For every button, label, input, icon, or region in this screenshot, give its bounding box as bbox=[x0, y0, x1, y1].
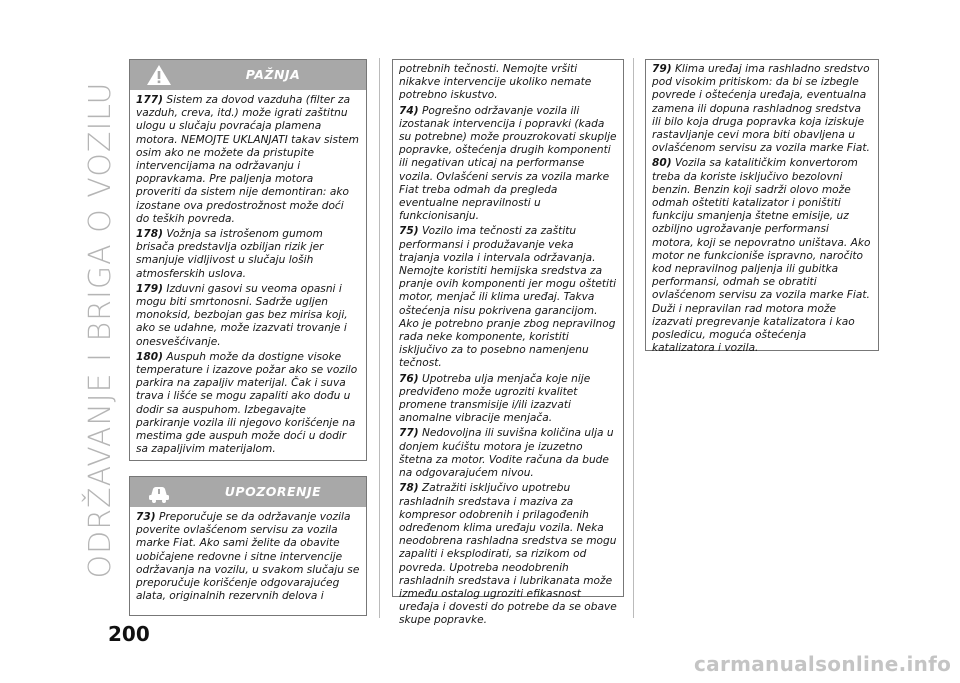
attention-box-header bbox=[130, 60, 366, 90]
list-item bbox=[652, 63, 872, 155]
item-text: Preporučuje se da održavanje vozila poverite ovlašćenom servisu za vozila marke Fiat. Ako sami želite da obavite uobičajene redovne i sitne intervencije održavanja na vozilu, u svakom slučaju se preporučuje korišćenje odgovarajućeg alata, originalnih rezervnih delova i bbox=[136, 511, 360, 603]
column-divider bbox=[633, 58, 634, 618]
warning-box bbox=[129, 476, 367, 616]
item-number: 79) bbox=[652, 63, 672, 75]
list-item bbox=[136, 511, 360, 603]
list-item bbox=[652, 157, 872, 355]
list-item bbox=[399, 63, 617, 103]
warning-box-continued bbox=[392, 59, 624, 627]
item-number: 75) bbox=[399, 225, 419, 238]
warning-box-continued-2 bbox=[645, 59, 879, 355]
car-warning-icon bbox=[146, 481, 172, 503]
item-text: Upotreba ulja menjača koje nije predviđeno može ugroziti kvalitet promene transmisije i/ili izazvati anomalne vibracije menjača. bbox=[399, 372, 591, 425]
item-number: 74) bbox=[399, 104, 419, 117]
item-text: Nedovoljna ili suvišna količina ulja u donjem kućištu motora je izuzetno štetna za motor. Vodite računa da bude na odgovarajućem nivou. bbox=[399, 427, 614, 480]
item-number: 78) bbox=[399, 482, 419, 495]
item-text: Izduvni gasovi su veoma opasni i mogu biti smrtonosni. Sadrže ugljen monoksid, bezbojan gas bez mirisa koji, ako se udahne, može izazvati trovanje i onesvešćivanje. bbox=[136, 282, 348, 348]
item-text: Pogrešno održavanje vozila ili izostanak intervencija i popravki (kada su potrebne) može prouzrokovati skuplje popravke, oštećenja drugih komponenti ili negativan uticaj na performanse vozila. Ovlašćeni servis za vozila marke Fiat treba odmah da pregleda eventualne nepravilnosti u funkcionisanju. bbox=[399, 104, 617, 223]
item-text: Auspuh može da dostigne visoke temperature i izazove požar ako se vozilo parkira na zapaljiv materijal. Čak i suva trava i lišće se mogu zapaliti ako dođu u dodir sa auspuhom. Izbegavajte parkiranje vozila ili njegovo korišćenje na mestima gde auspuh može doći u dodir sa zapaljivim materijalom. bbox=[136, 350, 358, 456]
item-number: 77) bbox=[399, 427, 419, 440]
item-text: Klima uređaj ima rashladno sredstvo pod visokim pritiskom: da bi se izbegle povrede i oštećenja uređaja, eventualna zamena ili dopuna rashladnog sredstva ili bilo koja druga popravka koja iziskuje rastavljanje cevi mora biti obavljena u ovlašćenom servisu za vozila marke Fiat. bbox=[652, 63, 870, 155]
list-item bbox=[399, 225, 617, 370]
list-item bbox=[399, 427, 617, 480]
item-number: 179) bbox=[136, 282, 163, 295]
side-section-title-text: ODRŽAVANJE I BRIGA O VOZILU bbox=[83, 81, 118, 579]
footer-watermark: carmanualsonline.info bbox=[694, 652, 952, 676]
list-item bbox=[136, 283, 360, 349]
item-number: 73) bbox=[136, 511, 156, 523]
item-number: 76) bbox=[399, 372, 419, 385]
item-text: Vožnja sa istrošenom gumom brisača predstavlja ozbiljan rizik jer smanjuje vidljivost u slučaju loših atmosferskih uslova. bbox=[136, 228, 324, 280]
item-number: 180) bbox=[136, 350, 163, 363]
list-item bbox=[399, 482, 617, 627]
attention-box bbox=[129, 59, 367, 461]
item-text: Sistem za dovod vazduha (filter za vazduh, creva, itd.) može igrati zaštitnu ulogu u slučaju povraćaja plamena motora. NEMOJTE UKLANJATI takav sistem osim ako ne možete da pristupite intervencijama na održavanju i popravkama. Pre paljenja motora proveriti da sistem nije demontiran: ako izostane ova predostrožnost može doći do teških povreda. bbox=[136, 94, 359, 225]
list-item bbox=[399, 105, 617, 224]
warning-triangle-icon bbox=[146, 64, 172, 86]
side-section-title bbox=[80, 50, 122, 610]
item-text: potrebnih tečnosti. Nemojte vršiti nikakve intervencije ukoliko nemate potrebno iskustvo. bbox=[399, 63, 592, 102]
list-item bbox=[399, 373, 617, 426]
warning-box-header bbox=[130, 477, 366, 507]
column-divider bbox=[379, 58, 380, 618]
page-number: 200 bbox=[108, 622, 150, 646]
warning-box-title: UPOZORENJE bbox=[224, 484, 322, 499]
attention-box-title: PAŽNJA bbox=[245, 67, 301, 82]
item-number: 178) bbox=[136, 228, 163, 241]
item-number: 80) bbox=[652, 157, 672, 170]
list-item bbox=[136, 228, 360, 281]
item-number: 177) bbox=[136, 94, 163, 106]
item-text: Vozilo ima tečnosti za zaštitu performansi i produžavanje veka trajanja vozila i intervala održavanja. Nemojte koristiti hemijska sredstva za pranje ovih komponenti jer mogu oštetiti motor, menjač ili klima uređaj. Takva oštećenja nisu pokrivena garancijom. Ako je potrebno pranje zbog nepravilnog rada neke komponente, koristiti isključivo za to posebno namenjenu tečnost. bbox=[399, 225, 617, 370]
item-text: Zatražiti isključivo upotrebu rashladnih sredstava i maziva za kompresor odobrenih i prilagođenih određenom klima uređaju vozila. Neka neodobrena rashladna sredstva se mogu zapaliti i eksplodirati, sa rizikom od povreda. Upotreba neodobrenih rashladnih sredstava i lubrikanata može između ostalog ugroziti efikasnost uređaja i dovesti do potrebe da se obave skupe popravke. bbox=[399, 482, 617, 627]
list-item bbox=[136, 94, 360, 226]
list-item bbox=[136, 351, 360, 457]
item-text: Vozila sa katalitičkim konvertorom treba da koriste isključivo bezolovni benzin. Benzin koji sadrži olovo može odmah oštetiti katalizator i poništiti funkciju smanjenja štetne emisije, uz ozbiljno ugrožavanje performansi motora, koji se nepovratno uništava. Ako motor ne funkcioniše ispravno, naročito kod nepravilnog paljenja ili gubitka performansi, odmah se obratiti ovlašćenom servisu za vozila marke Fiat. Duži i nepravilan rad motora može izazvati pregrevanje katalizatora i kao posledicu, moguća oštećenja katalizatora i vozila. bbox=[652, 157, 871, 355]
